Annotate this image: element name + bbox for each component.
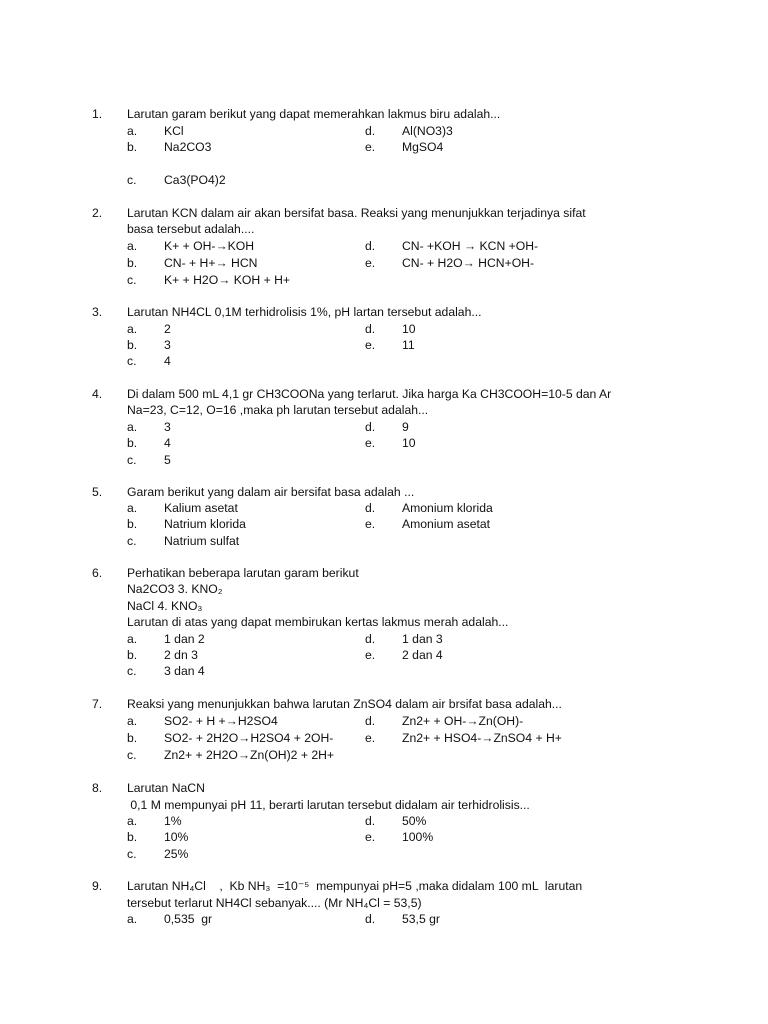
option-letter: a. (127, 239, 138, 253)
option-letter: a. (127, 632, 138, 646)
option-text: SO2- + 2H2O→H2SO4 + 2OH- (164, 731, 334, 745)
option-text: 3 dan 4 (164, 664, 205, 678)
option-text: Ca3(PO4)2 (164, 173, 226, 187)
option-letter: b. (127, 140, 138, 154)
option-letter: b. (127, 436, 138, 450)
option-text: CN- +KOH → KCN +OH- (402, 239, 539, 253)
option-text: Na2CO3 (164, 140, 212, 154)
option-text: 1 dan 2 (164, 632, 205, 646)
option-letter: b. (127, 256, 138, 270)
question-stem: Di dalam 500 mL 4,1 gr CH3COONa yang terlarut. Jika harga Ka CH3COOH=10-5 dan Ar (127, 387, 612, 401)
option-text: Zn2+ + OH-→Zn(OH)- (402, 714, 524, 728)
question-stem: Larutan garam berikut yang dapat memerahkan lakmus biru adalah... (127, 107, 501, 121)
option-letter: b. (127, 517, 138, 531)
option-text: 2 dan 4 (402, 648, 443, 662)
option-text: 2 (164, 322, 171, 336)
option-text: Amonium asetat (402, 517, 491, 531)
option-text: 1 dan 3 (402, 632, 443, 646)
option-letter: c. (127, 664, 137, 678)
option-letter: d. (365, 814, 376, 828)
option-letter: d. (365, 420, 376, 434)
option-letter: b. (127, 731, 138, 745)
option-letter: b. (127, 830, 138, 844)
option-text: MgSO4 (402, 140, 444, 154)
question-stem: basa tersebut adalah.... (127, 222, 255, 236)
question-stem: tersebut terlarut NH4Cl sebanyak.... (Mr NH₄Cl = 53,5) (127, 896, 422, 910)
option-text: 1% (164, 814, 182, 828)
option-letter: a. (127, 814, 138, 828)
question-stem: Na2CO3 3. KNO₂ (127, 582, 223, 596)
option-letter: d. (365, 501, 376, 515)
option-letter: d. (365, 322, 376, 336)
option-text: K+ + H2O→ KOH + H+ (164, 273, 290, 287)
question-number: 4. (92, 387, 103, 401)
option-letter: d. (365, 239, 376, 253)
option-text: 4 (164, 436, 171, 450)
option-text: 2 dn 3 (164, 648, 198, 662)
option-text: KCl (164, 124, 184, 138)
option-text: 10 (402, 322, 416, 336)
option-text: 0,535 gr (164, 912, 213, 926)
question-number: 8. (92, 781, 103, 795)
question-number: 2. (92, 206, 103, 220)
option-letter: c. (127, 354, 137, 368)
option-text: 100% (402, 830, 434, 844)
option-text: CN- + H2O→ HCN+OH- (402, 256, 535, 270)
question-stem: Larutan NaCN (127, 781, 205, 795)
question-stem: Larutan NH4CL 0,1M terhidrolisis 1%, pH lartan tersebut adalah... (127, 305, 482, 319)
option-text: 53,5 gr (402, 912, 440, 926)
question-stem: Larutan KCN dalam air akan bersifat basa. Reaksi yang menunjukkan terjadinya sifat (127, 206, 586, 220)
question-stem: 0,1 M mempunyai pH 11, berarti larutan tersebut didalam air terhidrolisis... (127, 798, 530, 812)
option-text: Al(NO3)3 (402, 124, 453, 138)
option-text: 3 (164, 338, 171, 352)
question-number: 5. (92, 485, 103, 499)
question-stem: NaCl 4. KNO₃ (127, 599, 203, 613)
question-number: 9. (92, 879, 103, 893)
option-text: K+ + OH-→KOH (164, 239, 255, 253)
question-number: 3. (92, 305, 103, 319)
option-text: 9 (402, 420, 409, 434)
option-letter: e. (365, 830, 376, 844)
option-text: SO2- + H +→H2SO4 (164, 714, 278, 728)
option-text: Zn2+ + 2H2O→Zn(OH)2 + 2H+ (164, 748, 335, 762)
option-text: 4 (164, 354, 171, 368)
option-letter: e. (365, 256, 376, 270)
option-letter: d. (365, 714, 376, 728)
option-text: Kalium asetat (164, 501, 238, 515)
option-text: 25% (164, 847, 189, 861)
question-number: 7. (92, 697, 103, 711)
question-stem: Larutan di atas yang dapat membirukan kertas lakmus merah adalah... (127, 615, 509, 629)
option-letter: e. (365, 517, 376, 531)
option-text: 10 (402, 436, 416, 450)
option-letter: a. (127, 420, 138, 434)
option-letter: b. (127, 648, 138, 662)
option-text: 10% (164, 830, 189, 844)
question-number: 6. (92, 566, 103, 580)
option-letter: a. (127, 501, 138, 515)
option-letter: c. (127, 534, 137, 548)
option-letter: a. (127, 714, 138, 728)
option-letter: c. (127, 453, 137, 467)
option-letter: d. (365, 912, 376, 926)
option-text: Zn2+ + HSO4-→ZnSO4 + H+ (402, 731, 562, 745)
option-text: Natrium sulfat (164, 534, 240, 548)
option-letter: b. (127, 338, 138, 352)
question-stem: Na=23, C=12, O=16 ,maka ph larutan tersebut adalah... (127, 403, 429, 417)
option-letter: c. (127, 273, 137, 287)
option-letter: c. (127, 847, 137, 861)
question-stem: Reaksi yang menunjukkan bahwa larutan ZnSO4 dalam air brsifat basa adalah... (127, 697, 562, 711)
question-number: 1. (92, 107, 103, 121)
option-text: 3 (164, 420, 171, 434)
option-letter: e. (365, 140, 376, 154)
question-stem: Perhatikan beberapa larutan garam berikut (127, 566, 359, 580)
option-letter: d. (365, 124, 376, 138)
option-text: Amonium klorida (402, 501, 493, 515)
question-stem: Garam berikut yang dalam air bersifat basa adalah ... (127, 485, 415, 499)
option-letter: e. (365, 731, 376, 745)
option-text: 5 (164, 453, 171, 467)
option-letter: a. (127, 912, 138, 926)
option-letter: a. (127, 124, 138, 138)
option-letter: d. (365, 632, 376, 646)
option-letter: e. (365, 338, 376, 352)
option-letter: e. (365, 648, 376, 662)
option-letter: c. (127, 748, 137, 762)
option-letter: e. (365, 436, 376, 450)
option-text: Natrium klorida (164, 517, 246, 531)
option-text: CN- + H+→ HCN (164, 256, 258, 270)
option-letter: a. (127, 322, 138, 336)
option-text: 11 (402, 338, 415, 352)
question-stem: Larutan NH₄Cl , Kb NH₃ =10⁻⁵ mempunyai pH=5 ,maka didalam 100 mL larutan (127, 879, 583, 893)
option-text: 50% (402, 814, 427, 828)
option-letter: c. (127, 173, 137, 187)
